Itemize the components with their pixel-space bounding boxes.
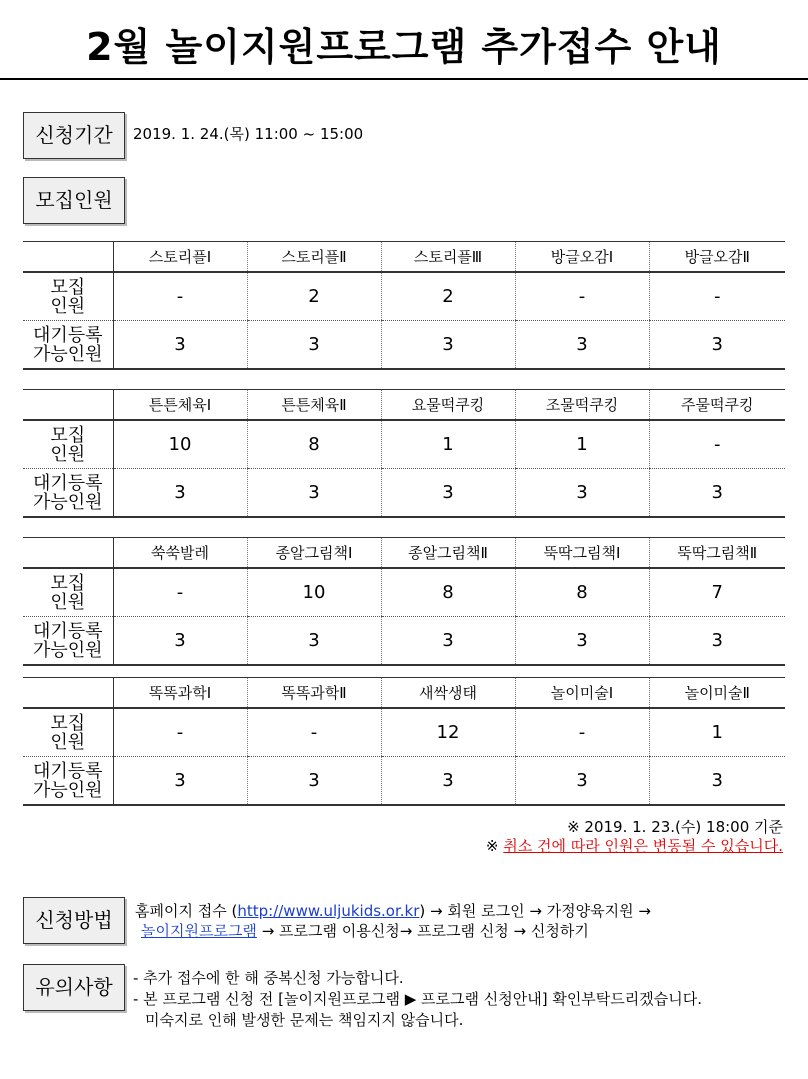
- program-name: 방글오감Ⅰ: [515, 242, 649, 273]
- recruit-count: 1: [515, 420, 649, 469]
- period-value: 2019. 1. 24.(목) 11:00 ~ 15:00: [133, 125, 364, 143]
- waitlist-count: 3: [247, 617, 381, 666]
- row-label-line: 가능인원: [32, 491, 103, 513]
- waitlist-count: 3: [649, 321, 785, 370]
- recruit-count: 8: [247, 420, 381, 469]
- row-label-line: 대기등록: [32, 620, 103, 642]
- program-name: 새싹생태: [381, 678, 515, 709]
- recruit-label: 모집인원: [23, 177, 125, 224]
- title-divider: [0, 78, 808, 80]
- recruit-count: 1: [649, 708, 785, 757]
- program-name: 놀이미술Ⅰ: [515, 678, 649, 709]
- waitlist-row-label: [23, 321, 113, 370]
- waitlist-count: 3: [113, 757, 247, 806]
- change-note-text: 취소 건에 따라 인원은 변동될 수 있습니다.: [503, 837, 783, 855]
- recruit-count: 8: [515, 568, 649, 617]
- program-name: 요물떡쿠킹: [381, 390, 515, 421]
- recruit-count: -: [649, 420, 785, 469]
- recruit-count: 2: [381, 272, 515, 321]
- waitlist-count: 3: [113, 617, 247, 666]
- program-name: 놀이미술Ⅱ: [649, 678, 785, 709]
- program-name: 똑똑과학Ⅱ: [247, 678, 381, 709]
- waitlist-count: 3: [381, 321, 515, 370]
- row-label-line: 인원: [50, 591, 86, 613]
- waitlist-row: [23, 757, 785, 806]
- recruit-row-label: [23, 272, 113, 321]
- row-label-line: 가능인원: [32, 779, 103, 801]
- recruit-row: [23, 272, 785, 321]
- recruit-row-label: [23, 568, 113, 617]
- waitlist-row: [23, 617, 785, 666]
- row-label-line: 대기등록: [32, 472, 103, 494]
- waitlist-count: 3: [649, 757, 785, 806]
- waitlist-row: [23, 321, 785, 370]
- recruitment-table: [23, 537, 785, 666]
- row-label-line: 인원: [50, 443, 86, 465]
- recruit-count: -: [113, 272, 247, 321]
- period-label: 신청기간: [23, 112, 125, 159]
- program-name: 튼튼체육Ⅱ: [247, 390, 381, 421]
- program-name: 스토리플Ⅱ: [247, 242, 381, 273]
- program-name: 쑥쑥발레: [113, 538, 247, 569]
- row-label-line: 대기등록: [32, 760, 103, 782]
- row-label-line: 모집: [50, 572, 86, 594]
- method-text-pre: 홈페이지 접수 (: [135, 902, 238, 920]
- recruit-count: 8: [381, 568, 515, 617]
- row-label-line: 모집: [50, 424, 86, 446]
- program-name: 종알그림책Ⅰ: [247, 538, 381, 569]
- waitlist-count: 3: [515, 469, 649, 518]
- recruit-count: -: [515, 272, 649, 321]
- recruitment-table: [23, 677, 785, 806]
- method-text-post: ) → 회원 로그인 → 가정양육지원 →: [419, 902, 651, 920]
- waitlist-count: 3: [515, 617, 649, 666]
- waitlist-row-label: [23, 757, 113, 806]
- program-name: 스토리플Ⅲ: [381, 242, 515, 273]
- program-name: 방글오감Ⅱ: [649, 242, 785, 273]
- program-name: 스토리플Ⅰ: [113, 242, 247, 273]
- row-label-line: 가능인원: [32, 639, 103, 661]
- program-name: 뚝딱그림책Ⅱ: [649, 538, 785, 569]
- caution-line-3: 미숙지로 인해 발생한 문제는 책임지지 않습니다.: [145, 1011, 464, 1029]
- recruit-count: 10: [113, 420, 247, 469]
- recruit-row-label: [23, 420, 113, 469]
- recruit-row: [23, 708, 785, 757]
- caution-line-1: - 추가 접수에 한 해 중복신청 가능합니다.: [133, 969, 404, 987]
- page-title: 2월 놀이지원프로그램 추가접수 안내: [86, 25, 722, 69]
- recruit-row: [23, 420, 785, 469]
- waitlist-count: 3: [515, 321, 649, 370]
- recruitment-table: [23, 241, 785, 370]
- recruit-count: 10: [247, 568, 381, 617]
- homepage-link[interactable]: http://www.uljukids.or.kr: [237, 902, 420, 920]
- play-program-link[interactable]: 놀이지원프로그램: [141, 922, 257, 940]
- method-label: 신청방법: [23, 897, 125, 944]
- program-name: 주물떡쿠킹: [649, 390, 785, 421]
- caution-line-2: - 본 프로그램 신청 전 [놀이지원프로그램 ▶ 프로그램 신청안내] 확인부탁드리겠습니다.: [133, 990, 702, 1008]
- recruit-count: 2: [247, 272, 381, 321]
- recruit-count: -: [649, 272, 785, 321]
- recruit-count: 7: [649, 568, 785, 617]
- program-name: 튼튼체육Ⅰ: [113, 390, 247, 421]
- recruit-row: [23, 568, 785, 617]
- method-line-1: [135, 901, 651, 922]
- program-name: 똑똑과학Ⅰ: [113, 678, 247, 709]
- recruit-count: 1: [381, 420, 515, 469]
- row-label-line: 가능인원: [32, 343, 103, 365]
- waitlist-row-label: [23, 469, 113, 518]
- row-label-line: 모집: [50, 712, 86, 734]
- recruit-count: -: [247, 708, 381, 757]
- row-label-line: 모집: [50, 276, 86, 298]
- basis-note: ※ 2019. 1. 23.(수) 18:00 기준: [567, 818, 783, 836]
- change-note-mark: ※: [485, 837, 499, 855]
- waitlist-count: 3: [247, 321, 381, 370]
- row-label-line: 인원: [50, 295, 86, 317]
- cautions-label: 유의사항: [23, 964, 125, 1011]
- header-corner-cell: [23, 242, 113, 273]
- waitlist-row: [23, 469, 785, 518]
- table-header-row: [23, 390, 785, 421]
- waitlist-count: 3: [381, 617, 515, 666]
- row-label-line: 인원: [50, 731, 86, 753]
- header-corner-cell: [23, 678, 113, 709]
- waitlist-count: 3: [649, 469, 785, 518]
- recruit-count: -: [515, 708, 649, 757]
- table-header-row: [23, 538, 785, 569]
- waitlist-count: 3: [113, 321, 247, 370]
- program-name: 조물떡쿠킹: [515, 390, 649, 421]
- table-header-row: [23, 678, 785, 709]
- waitlist-count: 3: [381, 469, 515, 518]
- waitlist-count: 3: [113, 469, 247, 518]
- recruitment-table: [23, 389, 785, 518]
- waitlist-count: 3: [247, 757, 381, 806]
- waitlist-count: 3: [515, 757, 649, 806]
- waitlist-count: 3: [649, 617, 785, 666]
- method-line-2-text: → 프로그램 이용신청→ 프로그램 신청 → 신청하기: [256, 922, 589, 940]
- waitlist-count: 3: [381, 757, 515, 806]
- method-line-2: [141, 921, 589, 942]
- header-corner-cell: [23, 538, 113, 569]
- waitlist-row-label: [23, 617, 113, 666]
- recruit-row-label: [23, 708, 113, 757]
- table-header-row: [23, 242, 785, 273]
- program-name: 뚝딱그림책Ⅰ: [515, 538, 649, 569]
- header-corner-cell: [23, 390, 113, 421]
- change-note: [486, 835, 783, 856]
- row-label-line: 대기등록: [32, 324, 103, 346]
- recruit-count: -: [113, 568, 247, 617]
- recruit-count: 12: [381, 708, 515, 757]
- program-name: 종알그림책Ⅱ: [381, 538, 515, 569]
- recruit-count: -: [113, 708, 247, 757]
- waitlist-count: 3: [247, 469, 381, 518]
